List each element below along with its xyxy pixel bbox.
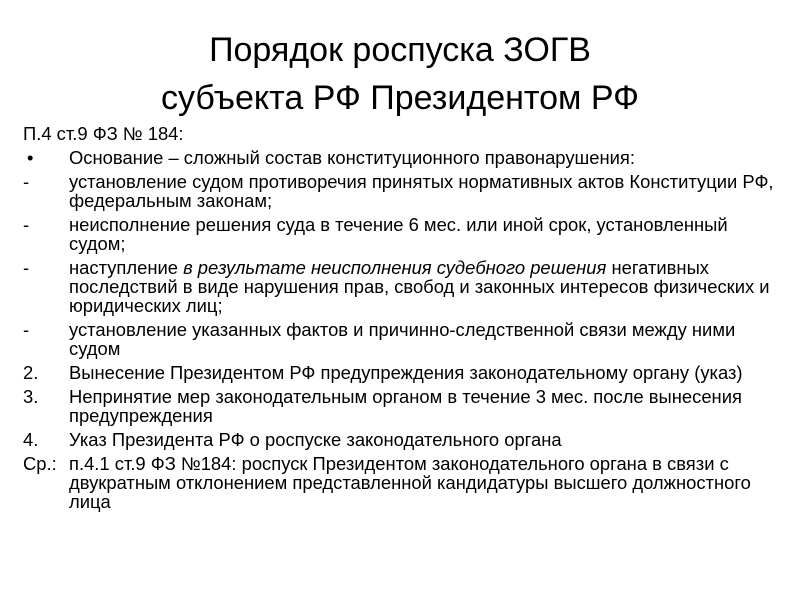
dash-marker: - xyxy=(23,319,30,340)
list-item-3 xyxy=(23,387,783,425)
text-segment: Вынесение Президентом РФ предупреждения законодательному органу (указ) xyxy=(69,362,743,383)
text-segment: п.4.1 ст.9 ФЗ №184: роспуск Президентом законодательного органа в связи с двукратным отклонением представленной кандидатуры высшего должностного лица xyxy=(69,453,751,512)
slide-title xyxy=(0,26,800,122)
intro-line: П.4 ст.9 ФЗ № 184: xyxy=(23,123,184,144)
text-segment: установление указанных фактов и причинно-следственной связи между ними судом xyxy=(69,319,736,359)
dash-marker: - xyxy=(23,257,30,278)
number-marker: 2. xyxy=(23,362,39,383)
list-item-dash-1 xyxy=(23,172,783,210)
list-item-text xyxy=(69,454,783,511)
dash-marker: - xyxy=(23,214,30,235)
text-segment: негативных последствий в виде нарушения прав, свобод и законных интересов физических и юридических лиц; xyxy=(69,257,770,316)
text-segment: Основание – сложный состав конституционного правонарушения: xyxy=(69,147,635,168)
slide-title-line-1: Порядок роспуска ЗОГВ xyxy=(209,31,591,69)
list-item-text xyxy=(69,148,783,167)
number-marker: 4. xyxy=(23,429,39,450)
text-segment: Непринятие мер законодательным органом в течение 3 мес. после вынесения предупреждения xyxy=(69,386,742,426)
list-item-4 xyxy=(23,430,783,449)
list-item-text xyxy=(69,363,783,382)
list-item-basis xyxy=(23,148,783,167)
text-segment: установление судом противоречия принятых нормативных актов Конституции РФ, федеральным законам; xyxy=(69,171,774,211)
slide-title-line-2: субъекта РФ Президентом РФ xyxy=(161,79,639,117)
italic-segment: в результате неисполнения судебного решения xyxy=(183,257,607,278)
compare-marker: Ср.: xyxy=(23,453,57,474)
list-item-dash-3 xyxy=(23,258,783,315)
list-item-dash-2 xyxy=(23,215,783,253)
dash-marker: - xyxy=(23,171,30,192)
list-item-dash-4 xyxy=(23,320,783,358)
list-item-text xyxy=(69,430,783,449)
list-item-2 xyxy=(23,363,783,382)
slide-body xyxy=(23,124,783,516)
list-item-text xyxy=(69,387,783,425)
list-item-text xyxy=(69,320,783,358)
list-item-compare xyxy=(23,454,783,511)
bullet-marker: • xyxy=(27,147,34,168)
text-segment: неисполнение решения суда в течение 6 мес. или иной срок, установленный судом; xyxy=(69,214,728,254)
list-item-text xyxy=(69,258,783,315)
number-marker: 3. xyxy=(23,386,39,407)
text-segment: Указ Президента РФ о роспуске законодательного органа xyxy=(69,429,562,450)
text-segment: наступление xyxy=(69,257,184,278)
list-item-text xyxy=(69,172,783,210)
list-item-text xyxy=(69,215,783,253)
